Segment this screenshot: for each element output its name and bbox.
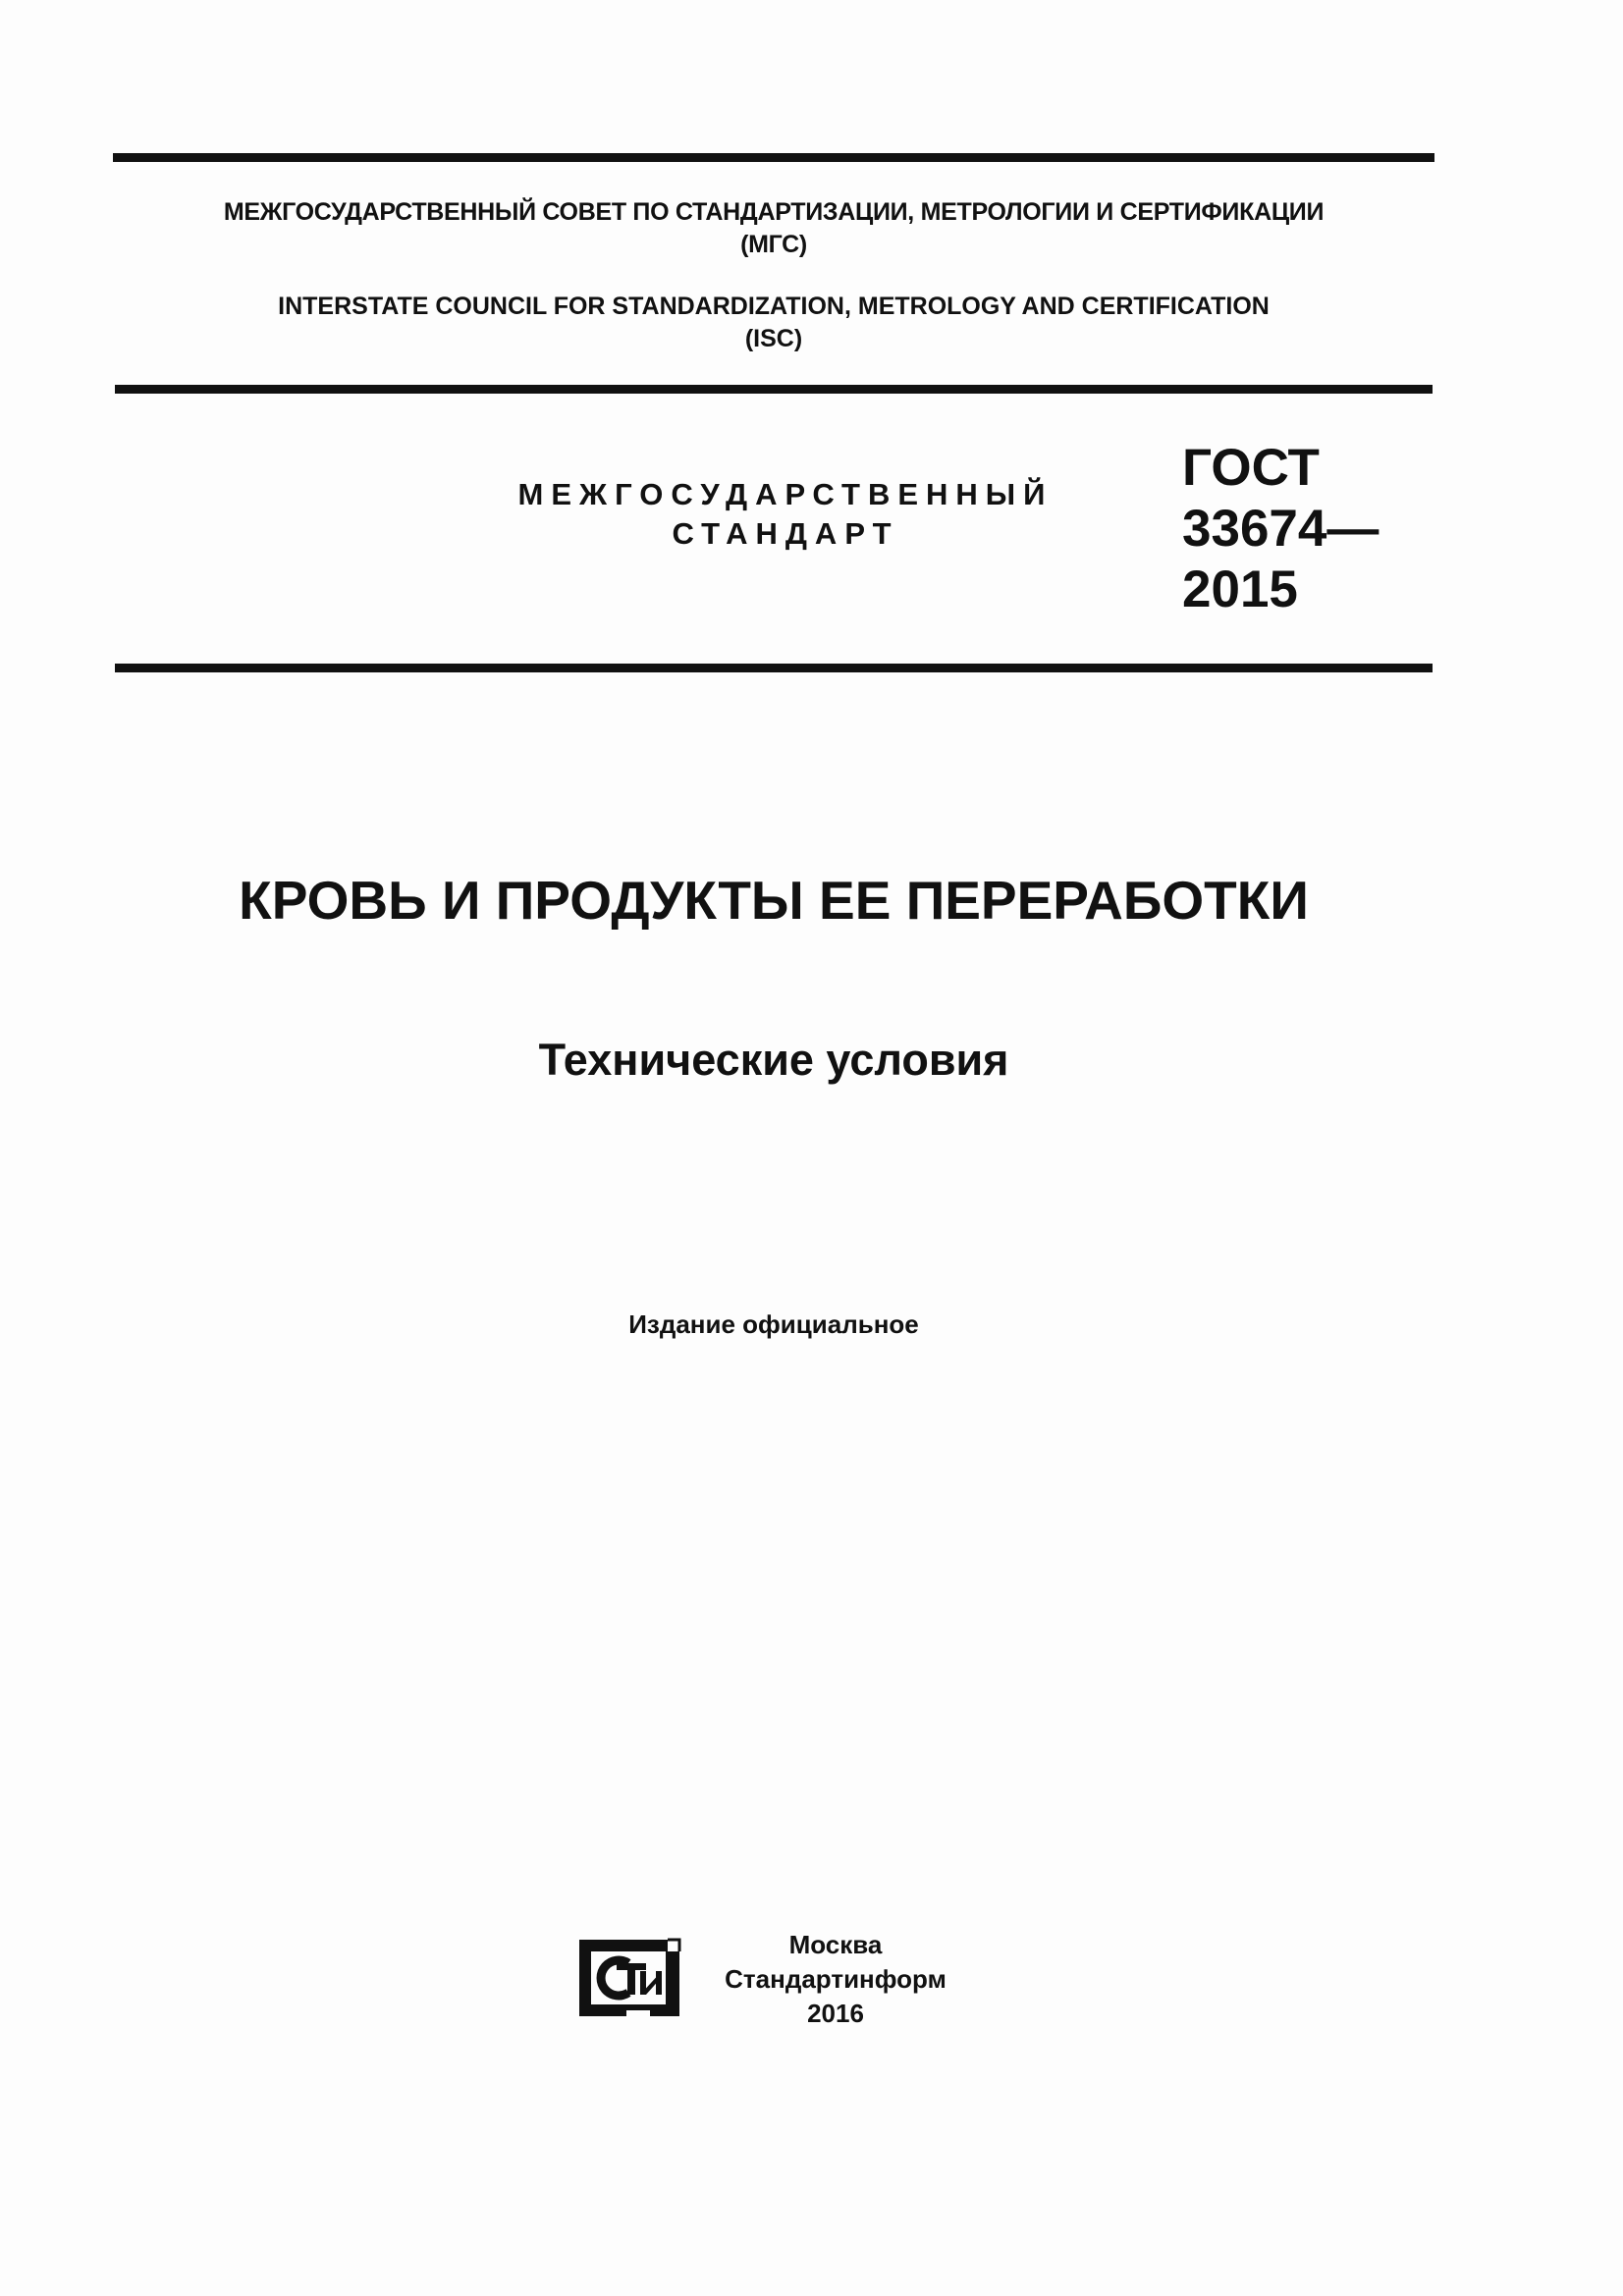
bottom-rule xyxy=(115,664,1433,672)
standard-kind-line1: МЕЖГОСУДАРСТВЕННЫЙ xyxy=(517,477,1054,511)
standard-kind xyxy=(461,475,1109,554)
gost-number: 33674— xyxy=(1182,500,1380,558)
council-ru-name: МЕЖГОСУДАРСТВЕННЫЙ СОВЕТ ПО СТАНДАРТИЗАЦИИ, МЕТРОЛОГИИ И СЕРТИФИКАЦИИ xyxy=(223,198,1325,226)
council-en xyxy=(113,291,1434,355)
middle-rule xyxy=(115,385,1433,394)
gost-year: 2015 xyxy=(1182,561,1298,618)
publisher-city: Москва xyxy=(788,1930,883,1959)
standartinform-logo-icon xyxy=(577,1936,685,2020)
publisher-name: Стандартинформ xyxy=(725,1964,947,1994)
publisher-block xyxy=(703,1928,968,2031)
gost-label: ГОСТ xyxy=(1182,439,1320,497)
top-rule xyxy=(113,153,1434,162)
council-en-name: INTERSTATE COUNCIL FOR STANDARDIZATION, METROLOGY AND CERTIFICATION xyxy=(278,293,1270,320)
gost-designation xyxy=(1182,438,1379,620)
council-ru-abbr: (МГС) xyxy=(740,231,807,258)
council-en-abbr: (ISC) xyxy=(744,325,803,352)
council-ru xyxy=(113,196,1434,261)
standard-kind-line2: СТАНДАРТ xyxy=(672,516,899,551)
document-subtitle: Технические условия xyxy=(538,1035,1009,1085)
document-title: КРОВЬ И ПРОДУКТЫ ЕЕ ПЕРЕРАБОТКИ xyxy=(239,870,1309,931)
publisher-year: 2016 xyxy=(807,1999,864,2028)
edition-note: Издание официальное xyxy=(628,1309,919,1339)
